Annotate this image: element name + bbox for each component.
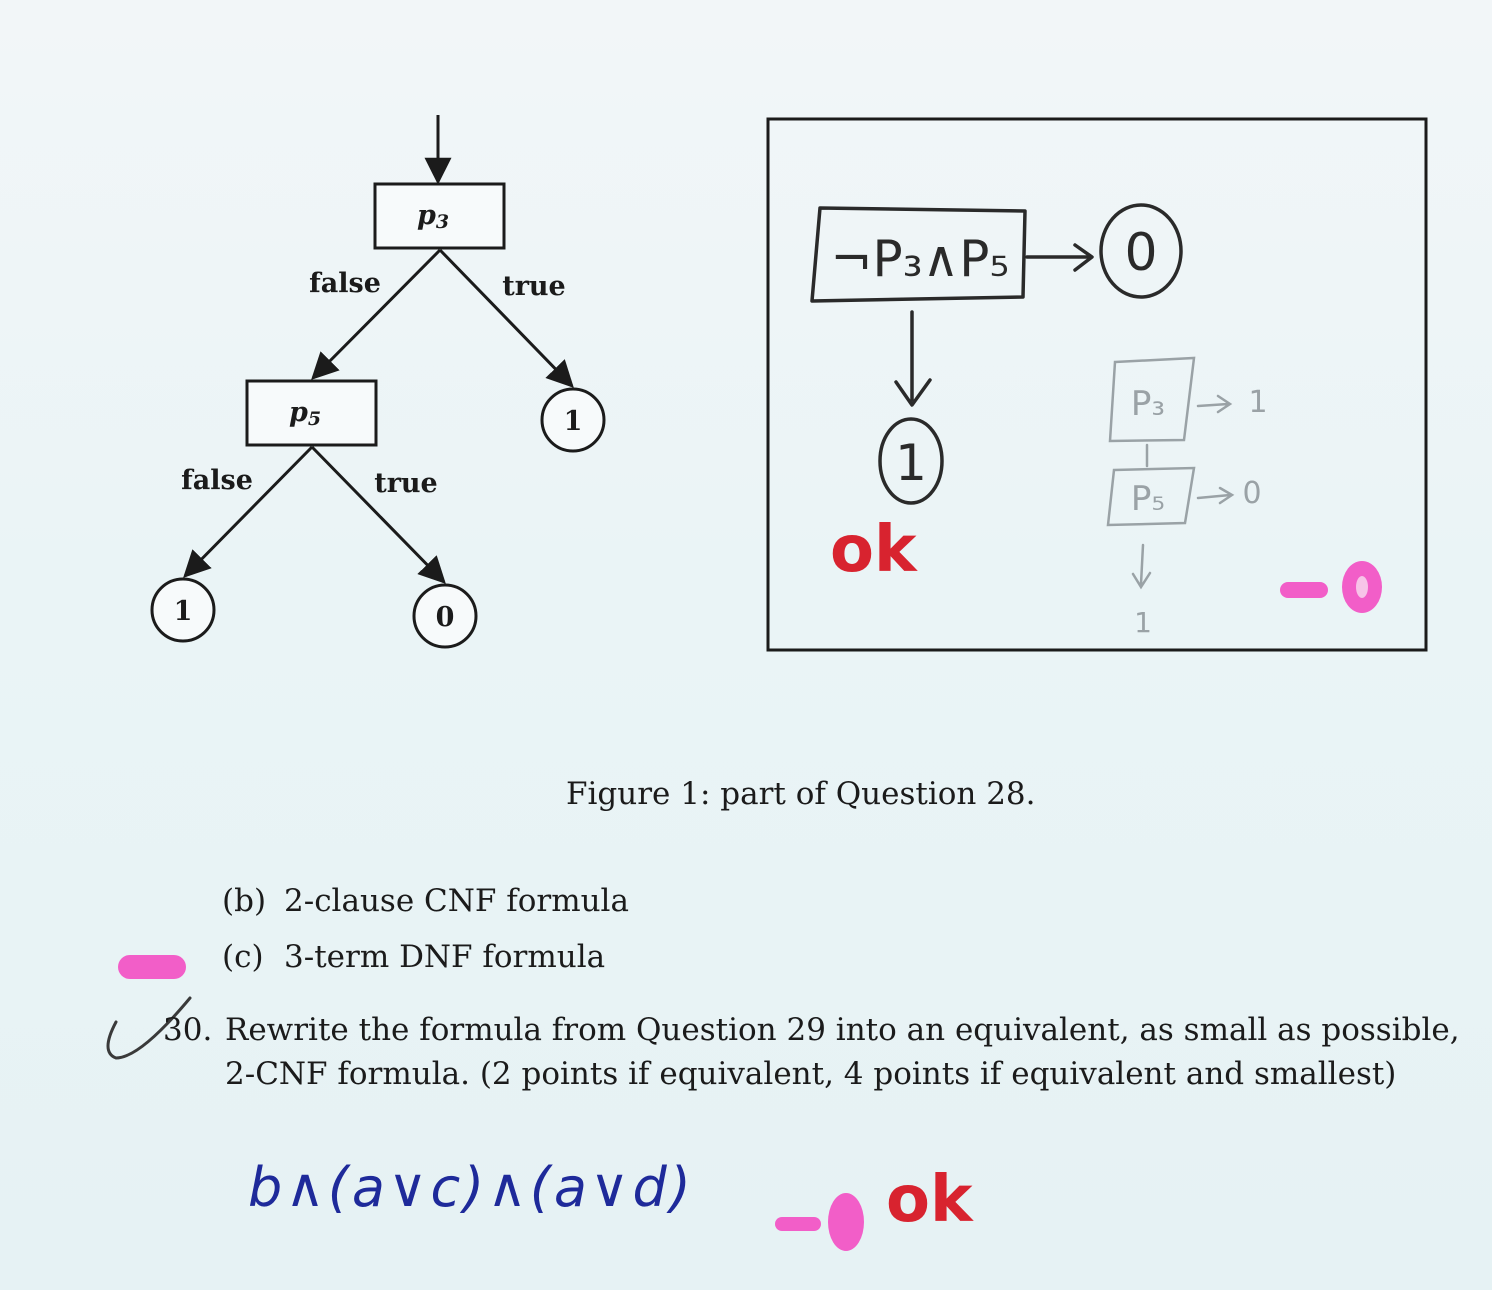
answer-pink-dash [775, 1217, 821, 1231]
node-p3-label: p3 [416, 200, 450, 233]
edge-p5-true-label: true [374, 468, 438, 499]
faint-bottom-out-arrow [1198, 488, 1232, 503]
handwritten-answer: b∧(a∨c)∧(a∨d) [248, 1156, 694, 1219]
edge-p5-false-label: false [181, 465, 253, 496]
faint-top-out-arrow [1198, 396, 1230, 412]
item-b [222, 883, 629, 919]
item-c-text: 3-term DNF formula [284, 939, 606, 975]
edge-p3-true-label: true [502, 271, 566, 302]
faint-bottom-out-value: 0 [1242, 476, 1262, 511]
question-30-number: 30. [163, 1012, 213, 1048]
sketch-grade-ok: ok [830, 513, 917, 587]
answer-pink-zero [828, 1193, 864, 1251]
node-p5-sub: 5 [307, 408, 322, 430]
faint-bottom-box-label: P₅ [1130, 479, 1166, 519]
sketch-pink-mark [1280, 561, 1382, 613]
item-c-tag: (c) [222, 939, 264, 975]
node-p5-label: p5 [288, 397, 322, 430]
sketch-main-box-label: ¬P₃∧P₅ [830, 230, 1010, 288]
faint-top-box-label: P₃ [1130, 384, 1166, 424]
sketch-down-arrow [896, 312, 930, 405]
decision-tree [152, 115, 604, 647]
faint-down-arrow [1133, 545, 1150, 587]
edge-p3-false-label: false [309, 268, 381, 299]
sketch-down-leaf-value: 1 [895, 434, 927, 492]
faint-bottom-leaf-value: 1 [1134, 606, 1152, 639]
item-c [222, 939, 605, 975]
faint-top-out-value: 1 [1248, 385, 1268, 420]
faint-sketch [1108, 358, 1232, 587]
question-30-line-2: 2-CNF formula. (2 points if equivalent, 4 points if equivalent and smallest) [225, 1056, 1397, 1092]
item-b-tag: (b) [222, 883, 267, 919]
answer-grade-ok: ok [886, 1163, 973, 1237]
leaf-root-true-value: 1 [563, 406, 583, 437]
sketch-out-arrow [1027, 245, 1092, 270]
pink-highlight-c [118, 955, 186, 979]
figure-caption: Figure 1: part of Question 28. [566, 776, 1036, 812]
question-30-line-1: Rewrite the formula from Question 29 into an equivalent, as small as possible, [225, 1012, 1460, 1048]
sketch-out-leaf-value: 0 [1124, 223, 1158, 283]
leaf-p5-false-value: 1 [173, 596, 193, 627]
leaf-p5-true-value: 0 [435, 602, 455, 633]
item-b-text: 2-clause CNF formula [284, 883, 629, 919]
node-p3-sub: 3 [435, 211, 450, 233]
